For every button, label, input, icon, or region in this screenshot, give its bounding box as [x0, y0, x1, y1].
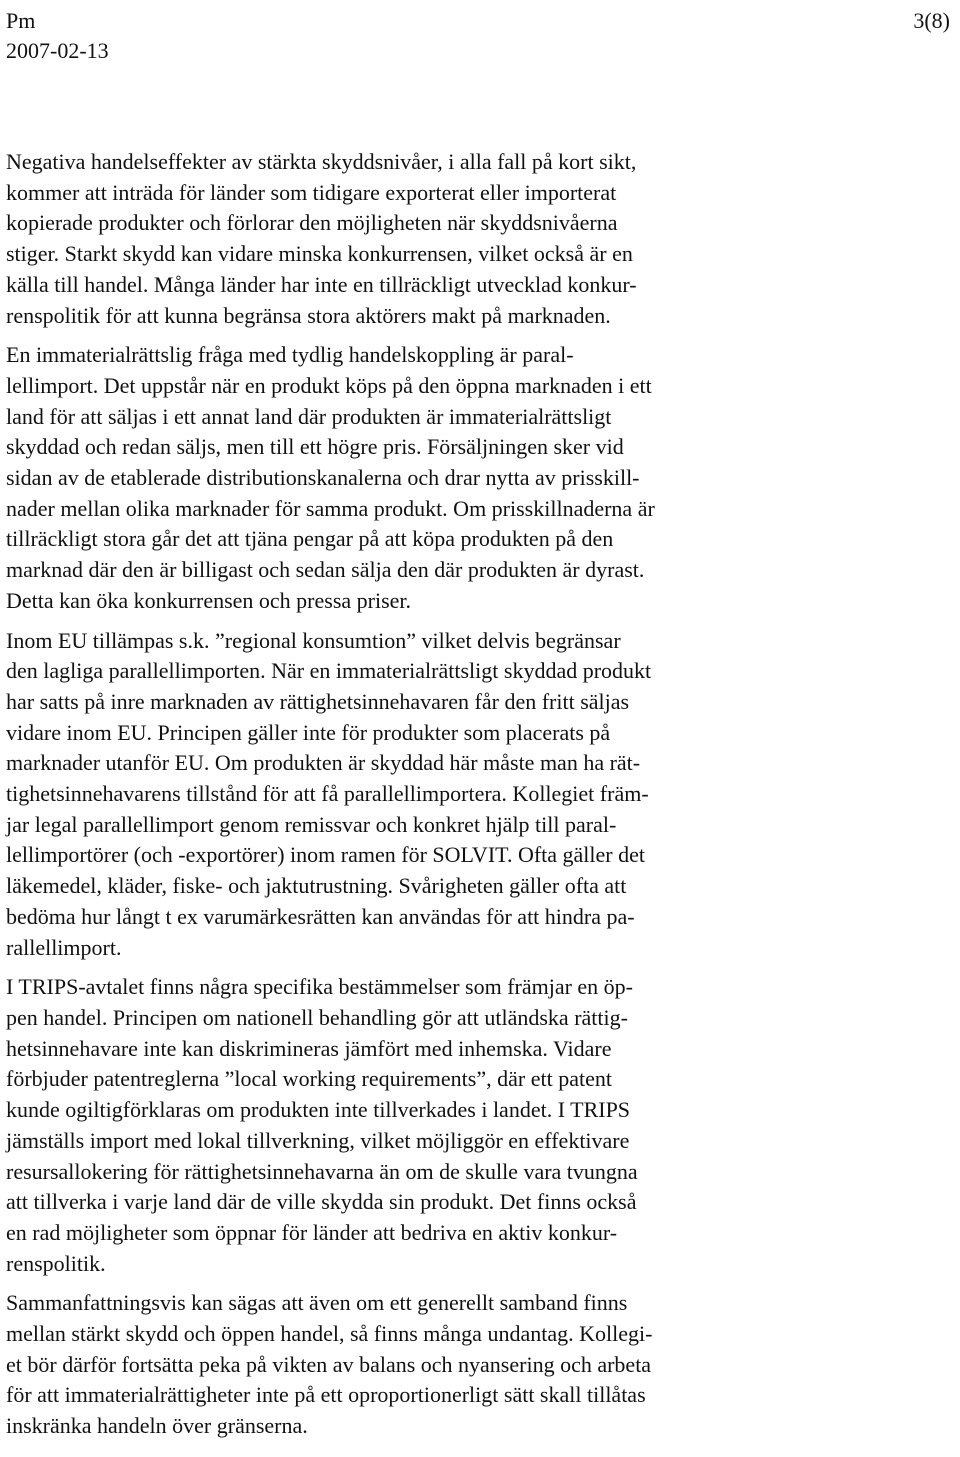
text-line: pen handel. Principen om nationell behandling gör att utländska rättig-: [6, 1004, 628, 1030]
text-line: mellan stärkt skydd och öppen handel, så finns många undantag. Kollegi-: [6, 1321, 653, 1347]
text-line: lellimportörer (och -exportörer) inom ramen för SOLVIT. Ofta gäller det: [6, 842, 645, 868]
text-line: källa till handel. Många länder har inte en tillräckligt utvecklad konkur-: [6, 271, 637, 297]
text-line: lellimport. Det uppstår när en produkt köps på den öppna marknaden i ett: [6, 372, 652, 398]
text-line: vidare inom EU. Principen gäller inte för produkter som placerats på: [6, 719, 611, 745]
author-initials: Pm: [6, 8, 36, 33]
text-line: Sammanfattningsvis kan sägas att även om ett generellt samband finns: [6, 1290, 628, 1316]
text-line: jar legal parallellimport genom remissvar och konkret hjälp till paral-: [6, 811, 617, 837]
paragraph: [6, 147, 954, 331]
text-line: Inom EU tillämpas s.k. ”regional konsumtion” vilket delvis begränsar: [6, 627, 621, 653]
text-line: att tillverka i varje land där de ville skydda sin produkt. Det finns också: [6, 1189, 637, 1215]
text-line: renspolitik.: [6, 1250, 106, 1276]
text-line: renspolitik för att kunna begränsa stora aktörers makt på marknaden.: [6, 302, 611, 328]
paragraph: [6, 1288, 954, 1442]
text-line: stiger. Starkt skydd kan vidare minska konkurrensen, vilket också är en: [6, 241, 633, 267]
text-line: kopierade produkter och förlorar den möjligheten när skyddsnivåerna: [6, 210, 618, 236]
text-line: resursallokering för rättighetsinnehavarna än om de skulle vara tvungna: [6, 1158, 638, 1184]
text-line: nader mellan olika marknader för samma produkt. Om prisskillnaderna är: [6, 495, 655, 521]
text-line: kommer att inträda för länder som tidigare exporterat eller importerat: [6, 179, 617, 205]
text-line: kunde ogiltigförklaras om produkten inte tillverkades i landet. I TRIPS: [6, 1097, 631, 1123]
text-line: Detta kan öka konkurrensen och pressa priser.: [6, 587, 412, 613]
document-body: [6, 147, 954, 1451]
text-line: skyddad och redan säljs, men till ett högre pris. Försäljningen sker vid: [6, 434, 624, 460]
text-line: läkemedel, kläder, fiske- och jaktutrustning. Svårigheten gäller ofta att: [6, 873, 627, 899]
text-line: land för att säljas i ett annat land där produkten är immaterialrättsligt: [6, 403, 612, 429]
text-line: inskränka handeln över gränserna.: [6, 1413, 308, 1439]
text-line: tillräckligt stora går det att tjäna pengar på att köpa produkten på den: [6, 526, 614, 552]
page-number: 3(8): [913, 8, 950, 33]
text-line: den lagliga parallellimporten. När en immaterialrättsligt skyddad produkt: [6, 658, 652, 684]
text-line: Negativa handelseffekter av stärkta skyddsnivåer, i alla fall på kort sikt,: [6, 149, 637, 174]
text-line: rallellimport.: [6, 934, 122, 960]
text-line: sidan av de etablerade distributionskanalerna och drar nytta av prisskill-: [6, 465, 640, 491]
paragraph: [6, 626, 954, 964]
paragraph: [6, 972, 954, 1279]
text-line: för att immaterialrättigheter inte på ett oproportionerligt sätt skall tillåtas: [6, 1382, 646, 1408]
document-date: 2007-02-13: [6, 38, 109, 63]
paragraph: [6, 340, 954, 616]
text-line: bedöma hur långt t ex varumärkesrätten kan användas för att hindra pa-: [6, 903, 635, 929]
text-line: En immaterialrättslig fråga med tydlig handelskoppling är paral-: [6, 342, 574, 368]
text-line: har satts på inre marknaden av rättighetsinnehavaren får den fritt säljas: [6, 688, 630, 714]
text-line: marknader utanför EU. Om produkten är skyddad här måste man ha rät-: [6, 750, 641, 776]
text-line: en rad möjligheter som öppnar för länder att bedriva en aktiv konkur-: [6, 1219, 618, 1245]
text-line: jämställs import med lokal tillverkning, vilket möjliggör en effektivare: [6, 1127, 630, 1153]
text-line: marknad där den är billigast och sedan sälja den där produkten är dyrast.: [6, 557, 645, 583]
text-line: I TRIPS-avtalet finns några specifika bestämmelser som främjar en öp-: [6, 974, 634, 1000]
text-line: et bör därför fortsätta peka på vikten av balans och nyansering och arbeta: [6, 1351, 652, 1377]
document-header: [6, 6, 109, 66]
text-line: hetsinnehavare inte kan diskrimineras jämfört med inhemska. Vidare: [6, 1035, 612, 1061]
text-line: förbjuder patentreglerna ”local working requirements”, där ett patent: [6, 1066, 612, 1092]
text-line: tighetsinnehavarens tillstånd för att få parallellimportera. Kollegiet främ-: [6, 781, 649, 807]
